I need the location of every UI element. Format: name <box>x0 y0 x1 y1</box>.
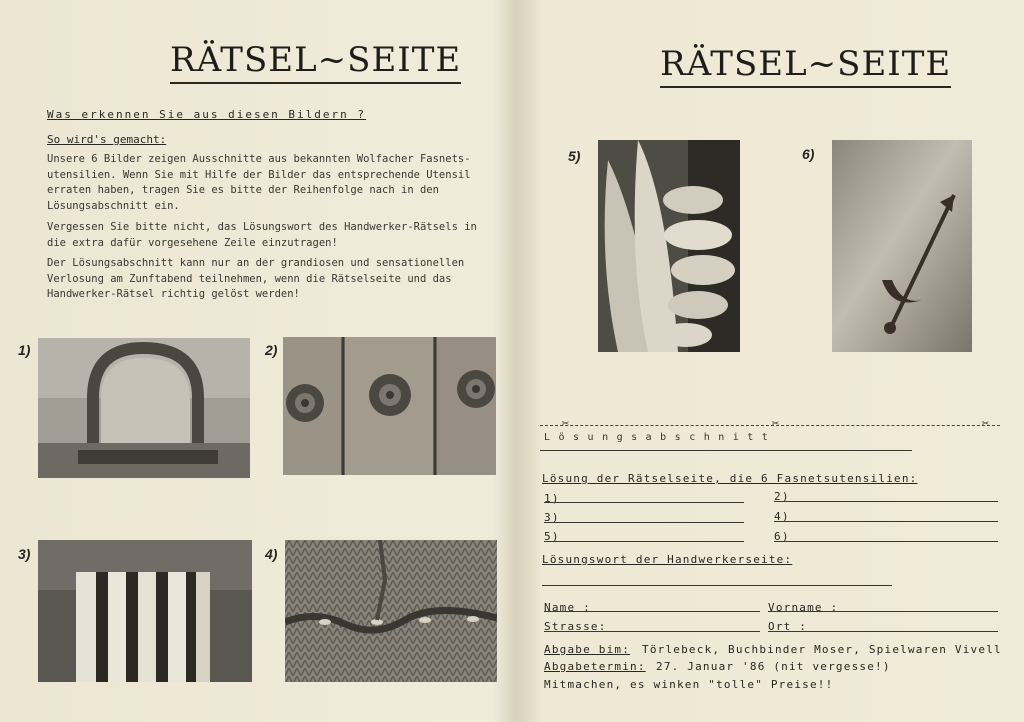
answer-line-1[interactable] <box>544 502 744 503</box>
instructions-paragraph-3: Der Lösungsabschnitt kann nur an der grandiosen und sensationellen Verlosung am Zunftabend teilnehmen, wenn die Rätselseite und das Handwerker-Rätsel richtig gelöst werden! <box>47 257 465 300</box>
photo-label-4: 4) <box>265 546 278 562</box>
photo-6 <box>832 140 972 352</box>
abgabe-bei-text: Törlebeck, Buchbinder Moser, Spielwaren Vivell <box>642 643 1002 656</box>
instructions-subheading: So wird's gemacht: <box>47 133 167 146</box>
abgabetermin-label: Abgabetermin: <box>544 660 646 673</box>
vorname-label: Vorname : <box>768 601 839 614</box>
right-page-title: RÄTSEL~SEITE <box>660 44 951 88</box>
answer-number-3: 3) <box>544 511 560 524</box>
left-page-title: RÄTSEL~SEITE <box>170 40 461 84</box>
answer-number-1: 1) <box>544 492 560 505</box>
abgabetermin-text: 27. Januar '86 (nit vergesse!) <box>656 660 891 673</box>
photo-label-5: 5) <box>568 148 581 164</box>
closing-text: Mitmachen, es winken "tolle" Preise!! <box>544 678 834 691</box>
photo-3 <box>38 540 252 682</box>
photo-4 <box>285 540 497 682</box>
strasse-line[interactable] <box>544 631 760 632</box>
cut-line <box>540 425 1000 426</box>
photo-label-1: 1) <box>18 342 31 358</box>
answer-line-3[interactable] <box>544 522 744 523</box>
answer-line-5[interactable] <box>544 541 744 542</box>
instructions-paragraph-1: Unsere 6 Bilder zeigen Ausschnitte aus bekannten Wolfacher Fasnets-utensilien. Wenn Sie mit Hilfe der Bilder das entsprechende Utensil erraten haben, tragen Sie es bitte der Reihenfolge nach in den Lösungsabschnitt ein. <box>47 153 471 212</box>
strasse-label: Strasse: <box>544 620 607 633</box>
scissors-icon: ✂ <box>772 416 780 430</box>
answer-line-4[interactable] <box>774 521 998 522</box>
vorname-line[interactable] <box>768 611 998 612</box>
answer-number-5: 5) <box>544 530 560 543</box>
name-line[interactable] <box>544 611 760 612</box>
answer-line-6[interactable] <box>774 541 998 542</box>
scissors-icon: ✂ <box>982 416 990 430</box>
coupon-heading: Lösungsabschnitt <box>544 432 777 443</box>
photo-label-3: 3) <box>18 546 31 562</box>
answer-number-6: 6) <box>774 530 790 543</box>
scissors-icon: ✂ <box>562 416 570 430</box>
photo-1 <box>38 338 250 478</box>
question-heading: Was erkennen Sie aus diesen Bildern ? <box>47 108 367 121</box>
photo-label-6: 6) <box>802 146 815 162</box>
solution-label: Lösung der Rätselseite, die 6 Fasnetsutensilien: <box>542 472 918 485</box>
right-page <box>512 0 1024 722</box>
photo-label-2: 2) <box>265 342 278 358</box>
ort-line[interactable] <box>768 631 998 632</box>
abgabe-bei-label: Abgabe bim: <box>544 643 631 656</box>
keyword-label: Lösungswort der Handwerkerseite: <box>542 553 793 566</box>
answer-number-4: 4) <box>774 510 790 523</box>
coupon-heading-rule <box>540 450 912 451</box>
keyword-line[interactable] <box>542 585 892 586</box>
answer-line-2[interactable] <box>774 501 998 502</box>
answer-number-2: 2) <box>774 490 790 503</box>
ort-label: Ort : <box>768 620 808 633</box>
photo-5 <box>598 140 740 352</box>
photo-2 <box>283 337 496 475</box>
instructions-paragraph-2: Vergessen Sie bitte nicht, das Lösungswort des Handwerker-Rätsels in die extra dafür vorgesehene Zeile einzutragen! <box>47 221 477 249</box>
name-label: Name : <box>544 601 591 614</box>
